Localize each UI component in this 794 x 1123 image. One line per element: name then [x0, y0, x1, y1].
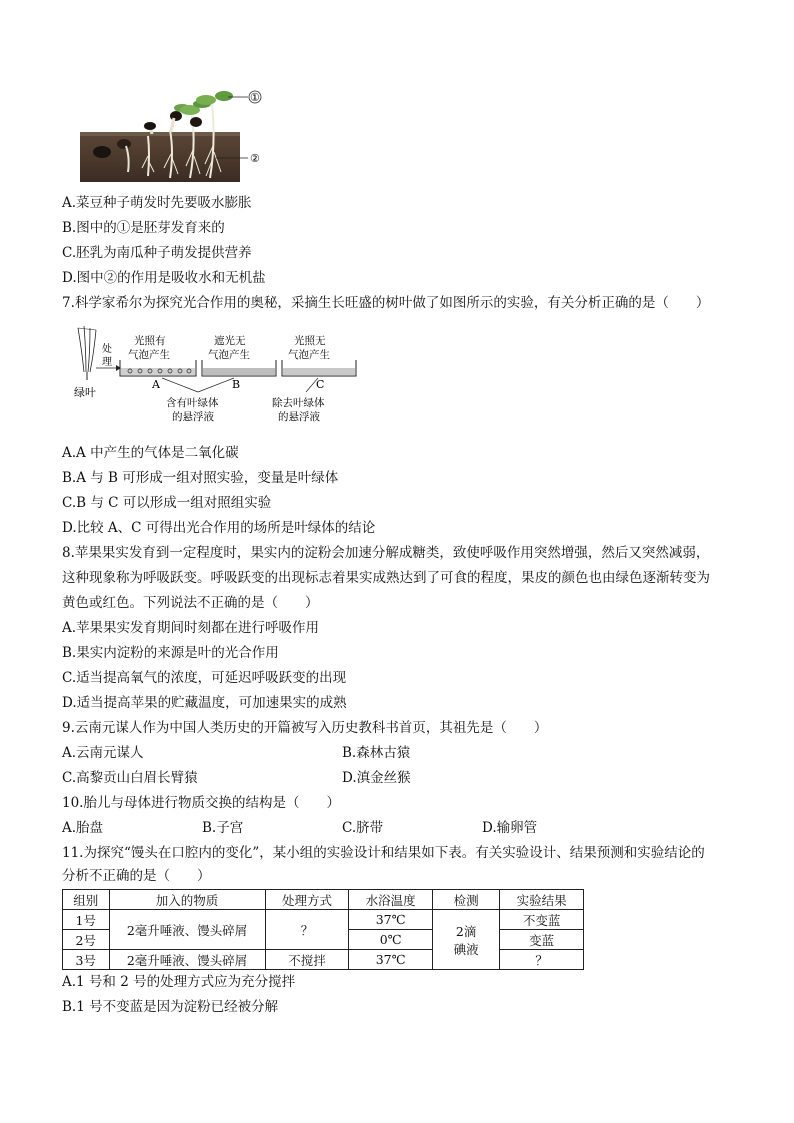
q8-option-b: B.果实内淀粉的来源是叶的光合作用	[62, 645, 279, 661]
photosynthesis-experiment-figure	[66, 322, 366, 426]
q11-stem-line-1: 11.为探究“馒头在口腔内的变化”，某小组的实验设计和结果如下表。有关实验设计、结果预测和实验结论的	[62, 845, 705, 861]
box-c-text-1: 光照无	[294, 335, 326, 347]
q7-stem: 7.科学家希尔为探究光合作用的奥秘，采摘生长旺盛的树叶做了如图所示的实验，有关分析正确的是（ ）	[62, 295, 710, 311]
header-process: 处理方式	[265, 890, 349, 910]
note-without-chloroplast-1: 除去叶绿体	[272, 397, 325, 409]
q9-stem: 9.云南元谋人作为中国人类历史的开篇被写入历史教科书首页，其祖先是（ ）	[62, 720, 548, 736]
cell-substance-3: 2毫升唾液、馒头碎屑	[109, 950, 265, 970]
q11-stem-line-2: 分析不正确的是（ ）	[62, 868, 211, 884]
seed-germination-figure	[78, 86, 278, 184]
note-without-chloroplast-2: 的悬浮液	[278, 411, 320, 423]
dish-c-label: C	[316, 378, 325, 391]
cell-substance-12: 2毫升唾液、馒头碎屑	[109, 910, 265, 950]
q10-stem: 10.胎儿与母体进行物质交换的结构是（ ）	[62, 795, 340, 811]
q7-option-c: C.B 与 C 可以形成一组对照组实验	[62, 495, 272, 511]
cell-temp-1: 37℃	[349, 910, 433, 930]
leaf-label: 绿叶	[74, 386, 96, 399]
q8-option-d: D.适当提高苹果的贮藏温度，可加速果实的成熟	[62, 695, 347, 711]
header-substance: 加入的物质	[109, 890, 265, 910]
q9-option-a: A.云南元谋人	[62, 745, 144, 761]
header-detection: 检测	[433, 890, 500, 910]
q9-option-d: D.滇金丝猴	[342, 770, 411, 786]
cell-process-12: ？	[265, 910, 349, 950]
cell-result-3: ？	[500, 950, 584, 970]
q8-option-c: C.适当提高氧气的浓度，可延迟呼吸跃变的出现	[62, 670, 347, 686]
q7-option-b: B.A 与 B 可形成一组对照实验，变量是叶绿体	[62, 470, 339, 486]
note-with-chloroplast-2: 的悬浮液	[172, 411, 214, 423]
q6-option-d: D.图中②的作用是吸收水和无机盐	[62, 270, 266, 286]
q11-option-a: A.1 号和 2 号的处理方式应为充分搅拌	[62, 974, 296, 990]
cell-group-1: 1号	[63, 910, 110, 930]
q6-option-c: C.胚乳为南瓜种子萌发提供营养	[62, 245, 252, 261]
box-b-text-1: 遮光无	[214, 335, 246, 347]
q8-stem-line-2: 这种现象称为呼吸跃变。呼吸跃变的出现标志着果实成熟达到了可食的程度，果皮的颜色也由绿色逐渐转变为	[62, 570, 710, 586]
dish-a-label: A	[152, 378, 160, 391]
cell-temp-3: 37℃	[349, 950, 433, 970]
q10-option-d: D.输卵管	[482, 820, 538, 836]
q7-option-a: A.A 中产生的气体是二氧化碳	[62, 445, 239, 461]
process-label-2: 理	[102, 357, 112, 368]
experiment-table	[62, 889, 584, 970]
header-result: 实验结果	[500, 890, 584, 910]
cell-detection	[433, 910, 500, 970]
q8-option-a: A.苹果果实发育期间时刻都在进行呼吸作用	[62, 620, 320, 636]
q11-option-b: B.1 号不变蓝是因为淀粉已经被分解	[62, 999, 279, 1015]
q6-option-b: B.图中的①是胚芽发育来的	[62, 220, 225, 236]
header-group: 组别	[63, 890, 110, 910]
table-row	[63, 950, 584, 970]
table-row	[63, 910, 584, 930]
q9-option-b: B.森林古猿	[342, 745, 411, 761]
cell-group-2: 2号	[63, 930, 110, 950]
table-header-row	[63, 890, 584, 910]
cell-result-2: 变蓝	[500, 930, 584, 950]
box-a-text-1: 光照有	[134, 335, 166, 347]
cell-process-3: 不搅拌	[265, 950, 349, 970]
q10-option-c: C.脐带	[342, 820, 384, 836]
cell-result-1: 不变蓝	[500, 910, 584, 930]
detection-line-1: 2滴	[455, 923, 477, 939]
cell-group-3: 3号	[63, 950, 110, 970]
figure-label-1: ①	[250, 91, 260, 104]
q9-option-c: C.高黎贡山白眉长臂猿	[62, 770, 198, 786]
box-a-text-2: 气泡产生	[128, 349, 170, 361]
box-c-text-2: 气泡产生	[288, 349, 330, 361]
q8-stem-line-1: 8.苹果果实发育到一定程度时，果实内的淀粉会加速分解成糖类，致使呼吸作用突然增强，然后又突然减弱，	[62, 545, 710, 561]
box-b-text-2: 气泡产生	[208, 349, 250, 361]
cell-temp-2: 0℃	[349, 930, 433, 950]
dish-b-label: B	[232, 378, 241, 391]
q8-stem-line-3: 黄色或红色。下列说法不正确的是（ ）	[62, 595, 319, 611]
note-with-chloroplast-1: 含有叶绿体	[166, 397, 219, 409]
q6-option-a: A.菜豆种子萌发时先要吸水膨胀	[62, 195, 252, 211]
figure-label-2: ②	[250, 152, 260, 165]
q10-option-b: B.子宫	[202, 820, 244, 836]
q10-option-a: A.胎盘	[62, 820, 104, 836]
header-temperature: 水浴温度	[349, 890, 433, 910]
process-label-1: 处	[102, 344, 112, 355]
q7-option-d: D.比较 A、C 可得出光合作用的场所是叶绿体的结论	[62, 520, 376, 536]
detection-line-2: 碘液	[453, 941, 479, 957]
